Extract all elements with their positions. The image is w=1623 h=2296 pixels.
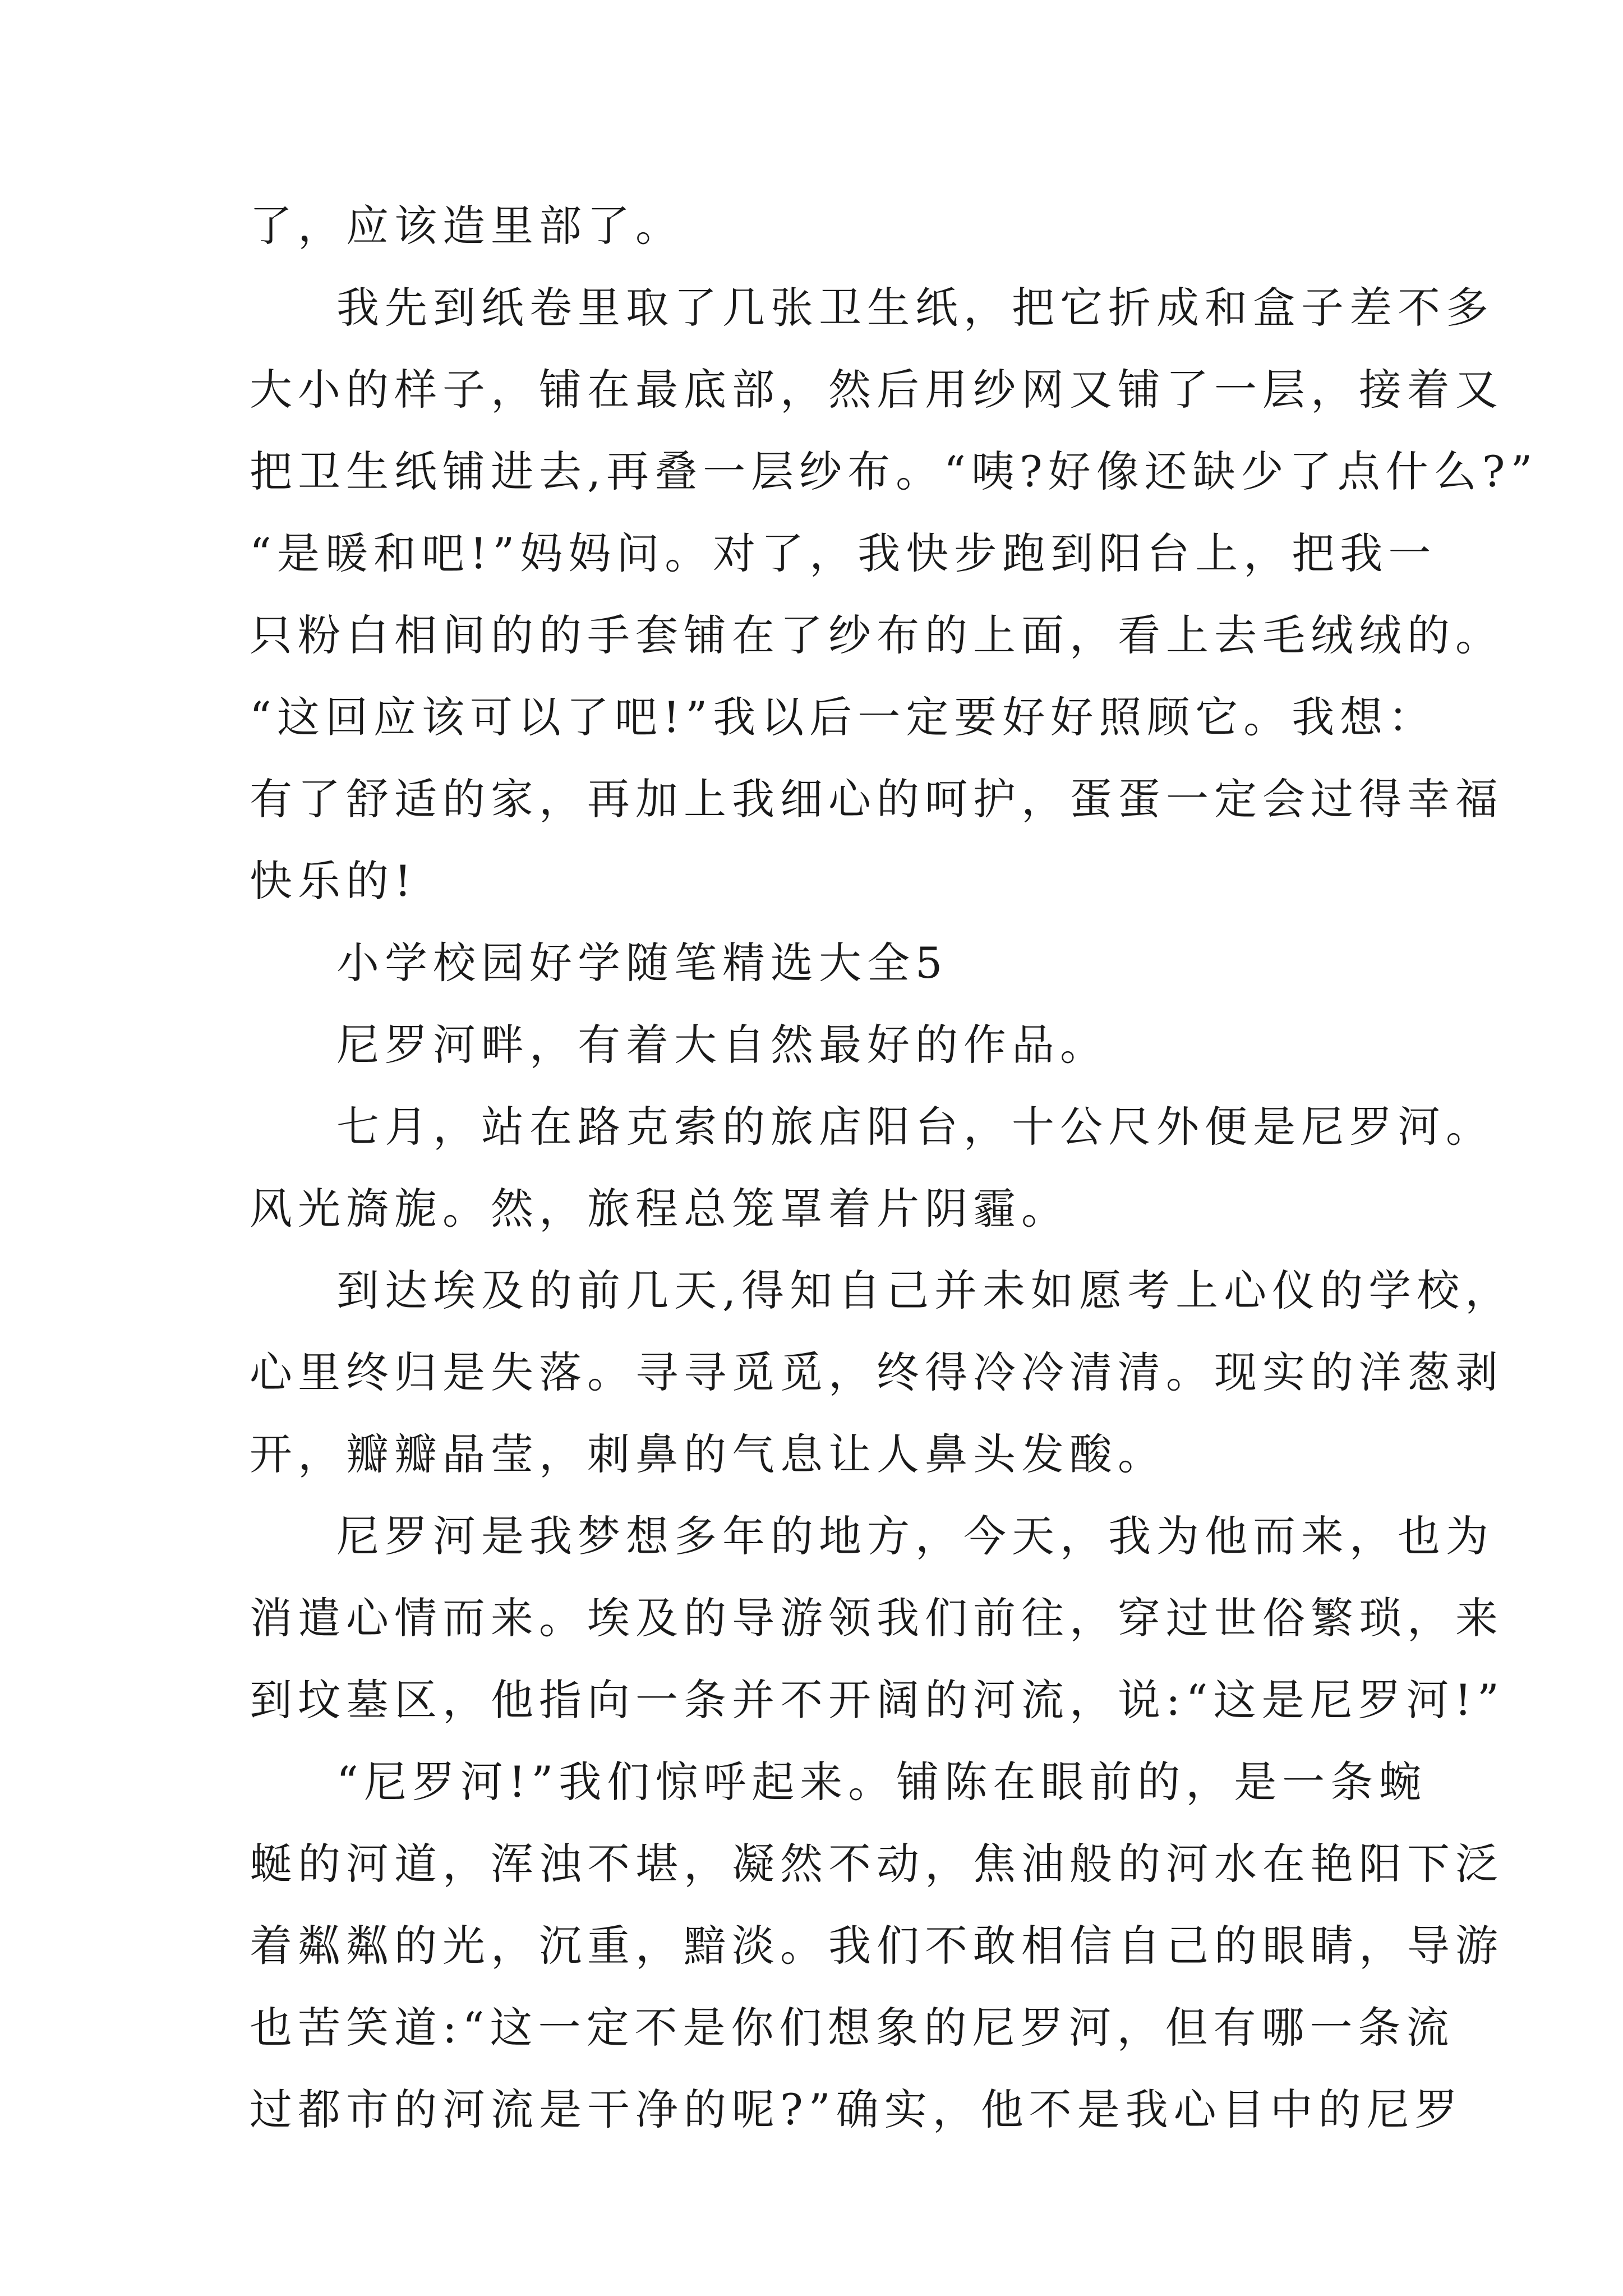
text-line: “这回应该可以了吧!”我以后一定要好好照顾它。我想： (250, 692, 1437, 742)
text-line: “是暖和吧!”妈妈问。对了，我快步跑到阳台上，把我一 (250, 528, 1437, 578)
text-line: 把卫生纸铺进去,再叠一层纱布。“咦?好像还缺少了点什么?” (250, 447, 1538, 496)
text-line: 心里终归是失落。寻寻觅觅，终得冷冷清清。现实的洋葱剥 (250, 1347, 1504, 1397)
text-line: 风光旖旎。然，旅程总笼罩着片阴霾。 (250, 1184, 1069, 1234)
text-line: 也苦笑道:“这一定不是你们想象的尼罗河，但有哪一条流 (250, 2003, 1455, 2053)
text-line: 蜒的河道，浑浊不堪，凝然不动，焦油般的河水在艳阳下泛 (250, 1839, 1504, 1889)
text-line: 我先到纸卷里取了几张卫生纸，把它折成和盒子差不多 (336, 283, 1494, 333)
text-line: 有了舒适的家，再加上我细心的呵护，蛋蛋一定会过得幸福 (250, 774, 1504, 824)
text-line: “尼罗河!”我们惊呼起来。铺陈在眼前的，是一条蜿 (336, 1757, 1427, 1807)
text-line: 尼罗河是我梦想多年的地方，今天，我为他而来，也为 (336, 1511, 1494, 1561)
text-line: 到坟墓区，他指向一条并不开阔的河流，说:“这是尼罗河!” (250, 1675, 1505, 1725)
text-line: 尼罗河畔，有着大自然最好的作品。 (336, 1020, 1108, 1070)
text-line: 过都市的河流是干净的呢?”确实，他不是我心目中的尼罗 (250, 2085, 1463, 2134)
text-line: 着粼粼的光，沉重，黯淡。我们不敢相信自己的眼睛，导游 (250, 1921, 1504, 1971)
text-line: 到达埃及的前几天,得知自己并未如愿考上心仪的学校， (336, 1266, 1514, 1315)
text-line: 快乐的! (250, 856, 417, 906)
section-heading: 小学校园好学随笔精选大全5 (336, 938, 948, 988)
document-body (250, 185, 1538, 2151)
text-line: 大小的样子，铺在最底部，然后用纱网又铺了一层，接着又 (250, 365, 1504, 415)
text-line: 消遣心情而来。埃及的导游领我们前往，穿过世俗繁琐，来 (250, 1593, 1504, 1643)
text-line: 了，应该造里部了。 (250, 201, 684, 251)
text-line: 开，瓣瓣晶莹，刺鼻的气息让人鼻头发酸。 (250, 1429, 1166, 1479)
text-line: 只粉白相间的的手套铺在了纱布的上面，看上去毛绒绒的。 (250, 610, 1504, 660)
text-line: 七月，站在路克索的旅店阳台，十公尺外便是尼罗河。 (336, 1102, 1494, 1152)
